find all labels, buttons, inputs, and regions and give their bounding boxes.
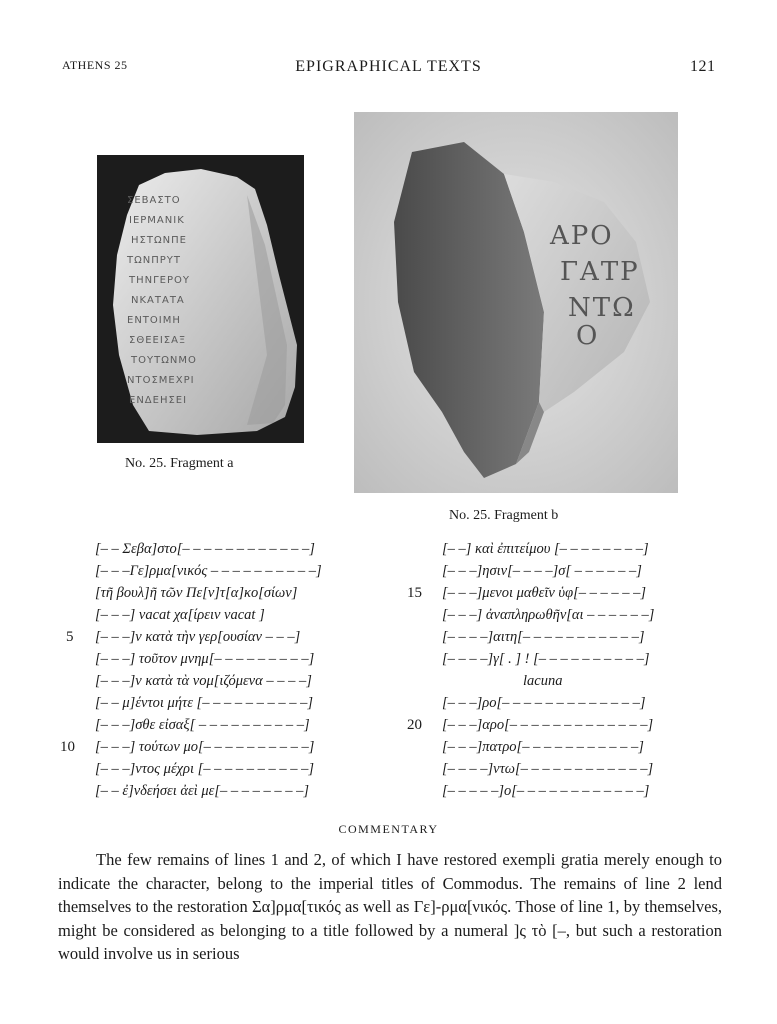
line-number: 10 (60, 739, 75, 755)
text-line: [– – ἐ]νδεήσει ἀεὶ με[– – – – – – – –] (95, 783, 309, 799)
stone-b-letters: ΓΑΤΡ (560, 257, 640, 287)
text-line: [– – –]μενοι μαθεῖν ὑφ[– – – – – –] (442, 585, 647, 601)
text-line: [– – –]ν κατὰ τὰ νομ[ιζόμενα – – – –] (95, 673, 312, 689)
stone-a-letters: ΕΝΤΟΙΜΗ (127, 315, 181, 326)
text-line: [– – –]ησιν[– – – –]σ[ – – – – – –] (442, 563, 642, 579)
line-number: 15 (407, 585, 422, 601)
fragment-a-photo (97, 155, 304, 443)
text-line: [– – – –]γ[ . ] ! [– – – – – – – – – –] (442, 651, 650, 667)
stone-a-letters: ΤΩΝΠΡΥΤ (127, 255, 181, 266)
text-line: [– – –] τούτων μο[– – – – – – – – – –] (95, 739, 315, 755)
text-line: [– – – – –]ο[– – – – – – – – – – – –] (442, 783, 650, 799)
stone-a-letters: ΝΤΟΣΜΕΧΡΙ (127, 375, 195, 386)
stone-a-letters: ΕΝΔΕΗΣΕΙ (129, 395, 188, 406)
stone-b-letters: ΑΡΟ (550, 221, 614, 251)
text-line: [– – Σεβα]στο[– – – – – – – – – – – –] (95, 541, 315, 557)
commentary-body (58, 848, 722, 966)
text-line: [– – –Γε]ρμα[νικός – – – – – – – – – –] (95, 563, 322, 579)
header-title: EPIGRAPHICAL TEXTS (295, 58, 482, 75)
stone-b-letters: Ο (576, 321, 600, 351)
stone-a-letters: ΙΕΡΜΑΝΙΚ (129, 215, 185, 226)
stone-b-letters: ΝΤΩ (568, 293, 636, 323)
text-line: [τῆ βουλ]ῆ τῶν Πε[ν]τ[α]κο[σίων] (95, 585, 298, 601)
commentary-heading: COMMENTARY (338, 822, 439, 836)
stone-a-letters: ΝΚΑΤΑΤΑ (131, 295, 185, 306)
fragment-b-caption: No. 25. Fragment b (449, 508, 559, 523)
fragment-b-image (354, 112, 678, 493)
text-line: [– – –]ν κατὰ τὴν γερ[ουσίαν – – –] (95, 629, 301, 645)
text-line: [– – – –]ντω[– – – – – – – – – – – –] (442, 761, 654, 777)
text-line: [– – –]αρο[– – – – – – – – – – – – –] (442, 717, 654, 733)
fragment-a-caption: No. 25. Fragment a (125, 456, 234, 471)
line-number: 20 (407, 717, 422, 733)
stone-a-letters: ΣΕΒΑΣΤΟ (127, 195, 181, 206)
text-line: [– –] καὶ ἐπιτείμου [– – – – – – – –] (442, 541, 649, 557)
text-line: [– – –] ἀναπληρωθῆν[αι – – – – – –] (442, 607, 655, 623)
text-line: [– – –] τοῦτον μνημ[– – – – – – – – –] (95, 651, 315, 667)
fragment-b-photo (354, 112, 678, 493)
fragment-a-image (97, 155, 304, 443)
text-line: [– – μ]έντοι μήτε [– – – – – – – – – –] (95, 695, 313, 711)
text-line: [– – –] vacat χα[ίρειν vacat ] (95, 607, 265, 623)
text-line: [– – –]ρο[– – – – – – – – – – – – –] (442, 695, 646, 711)
stone-a-letters: ΗΣΤΩΝΠΕ (131, 235, 187, 246)
line-number: 5 (66, 629, 74, 645)
stone-a-letters: ΤΟΥΤΩΝΜΟ (131, 355, 197, 366)
page-number: 121 (690, 58, 716, 75)
lacuna-label: lacuna (523, 673, 563, 689)
commentary-paragraph: The few remains of lines 1 and 2, of which I have restored exempli gratia merely enough to indicate the character, belong to the imperial titles of Commodus. The remains of line 2 lend themselves to the restoration Σα]ρμα[τικός as well as Γε]-ρμα[νικός. Those of line 1, by themselves, might be considered as belonging to a title followed by a numeral ]ς τὸ [–, but such a restoration would involve us in serious (58, 850, 722, 963)
stone-a-letters: ΣΘΕΕΙΣΑΞ (129, 335, 187, 346)
stone-a-letters: ΤΗΝΓΕΡΟΥ (129, 275, 191, 286)
header-left: ATHENS 25 (62, 58, 128, 72)
text-line: [– – –]σθε εἰσαξ[ – – – – – – – – – –] (95, 717, 310, 733)
text-line: [– – –]ντος μέχρι [– – – – – – – – – –] (95, 761, 315, 777)
text-line: [– – –]πατρο[– – – – – – – – – – –] (442, 739, 644, 755)
text-line: [– – – –]αιτη[– – – – – – – – – – –] (442, 629, 645, 645)
